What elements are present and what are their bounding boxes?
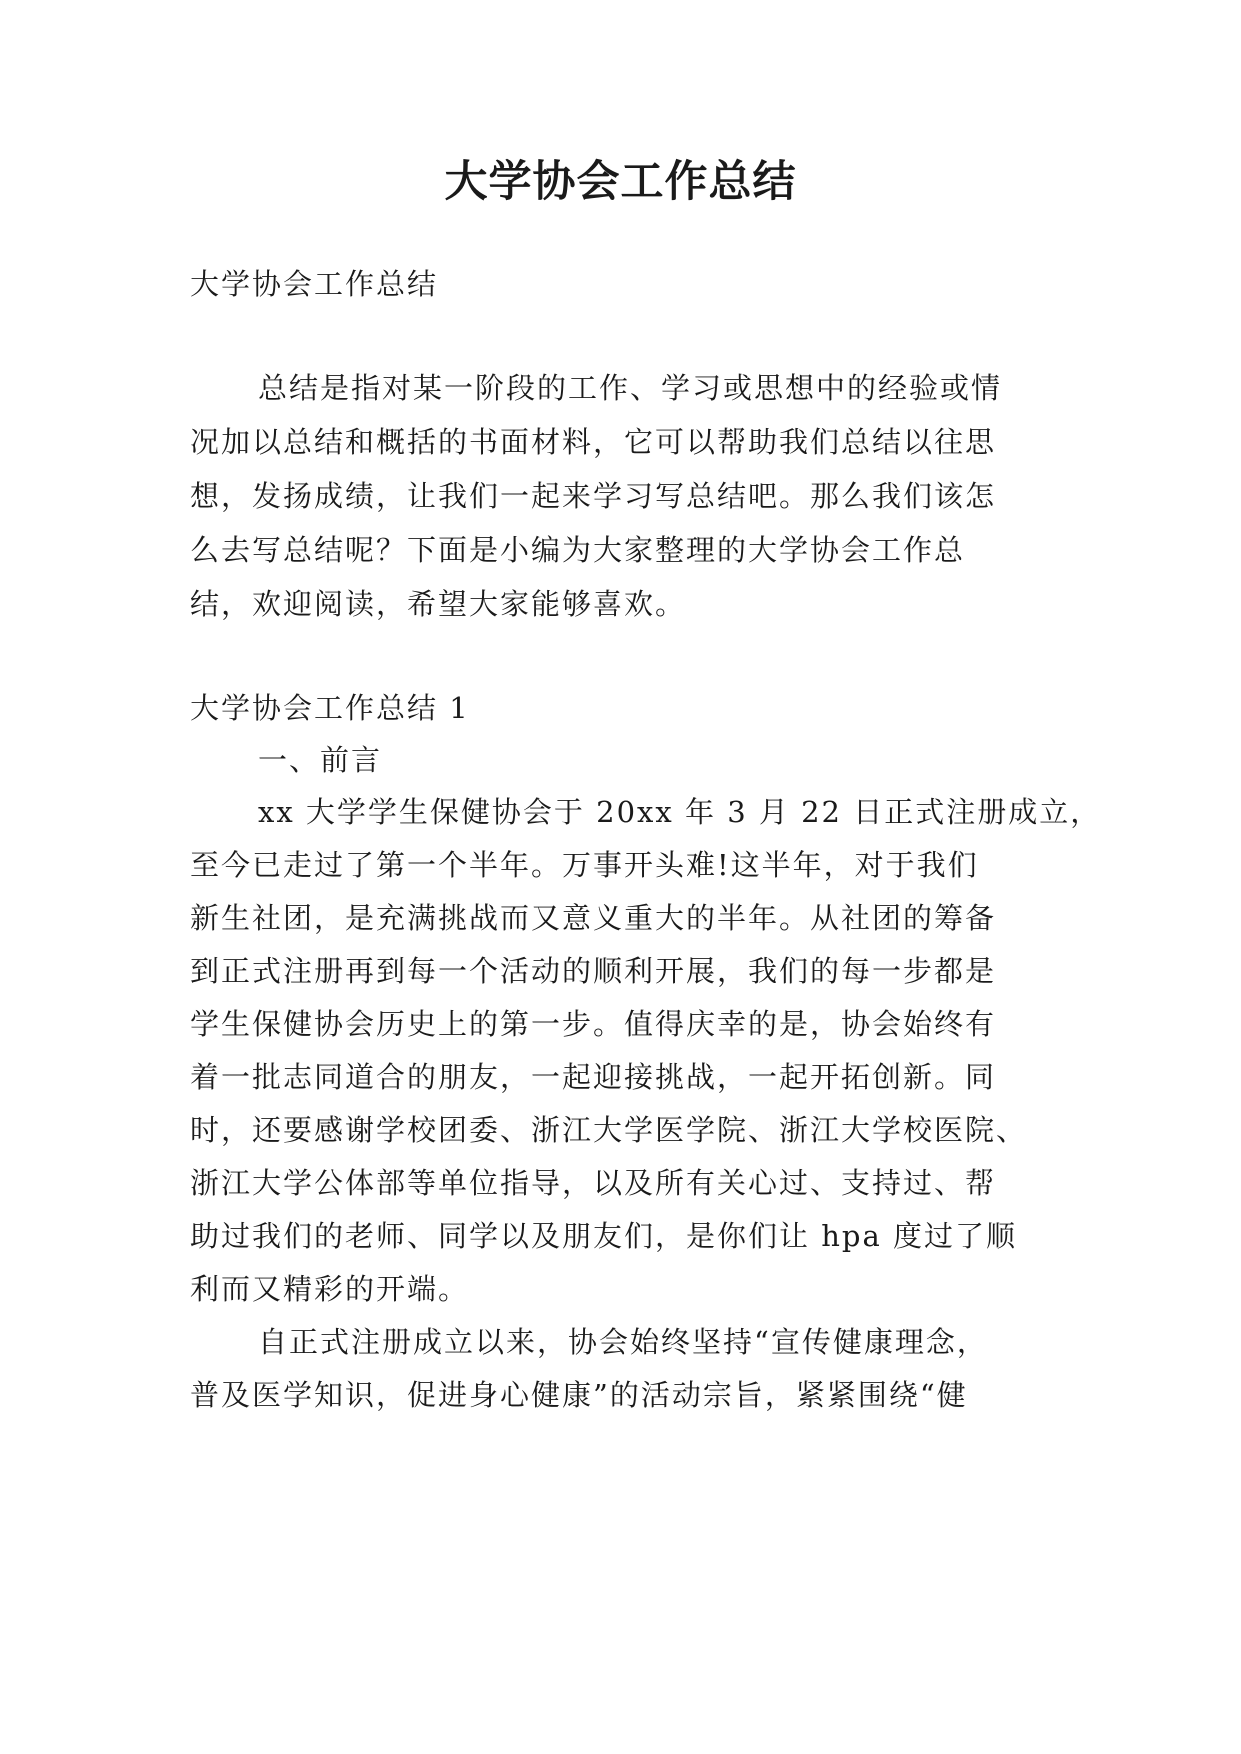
paragraph-line: 新生社团，是充满挑战而又意义重大的半年。从社团的筹备 <box>190 901 997 935</box>
document-title: 大学协会工作总结 <box>444 157 797 207</box>
intro-line: 况加以总结和概括的书面材料，它可以帮助我们总结以往思 <box>190 425 997 459</box>
section-heading: 大学协会工作总结 1 <box>190 691 470 725</box>
section-subheading: 一、前言 <box>258 743 383 777</box>
subtitle: 大学协会工作总结 <box>190 267 439 301</box>
paragraph-line: xx 大学学生保健协会于 20xx 年 3 月 22 日正式注册成立， <box>258 795 1102 829</box>
intro-line: 想，发扬成绩，让我们一起来学习写总结吧。那么我们该怎 <box>190 479 997 513</box>
paragraph-line: 到正式注册再到每一个活动的顺利开展，我们的每一步都是 <box>190 954 997 988</box>
paragraph-line: 学生保健协会历史上的第一步。值得庆幸的是，协会始终有 <box>190 1007 997 1041</box>
paragraph-line: 着一批志同道合的朋友，一起迎接挑战，一起开拓创新。同 <box>190 1060 997 1094</box>
paragraph-line: 浙江大学公体部等单位指导，以及所有关心过、支持过、帮 <box>190 1166 997 1200</box>
paragraph-line: 至今已走过了第一个半年。万事开头难!这半年，对于我们 <box>190 848 979 882</box>
intro-line: 总结是指对某一阶段的工作、学习或思想中的经验或情 <box>258 371 1003 405</box>
paragraph-line: 普及医学知识，促进身心健康”的活动宗旨，紧紧围绕“健 <box>190 1378 968 1412</box>
intro-line: 结，欢迎阅读，希望大家能够喜欢。 <box>190 587 687 621</box>
paragraph-line: 利而又精彩的开端。 <box>190 1272 470 1306</box>
intro-line: 么去写总结呢？下面是小编为大家整理的大学协会工作总 <box>190 533 966 567</box>
paragraph-line: 助过我们的老师、同学以及朋友们，是你们让 hpa 度过了顺 <box>190 1219 1017 1253</box>
paragraph-line: 时，还要感谢学校团委、浙江大学医学院、浙江大学校医院、 <box>190 1113 1028 1147</box>
paragraph-line: 自正式注册成立以来，协会始终坚持“宣传健康理念， <box>258 1325 988 1359</box>
